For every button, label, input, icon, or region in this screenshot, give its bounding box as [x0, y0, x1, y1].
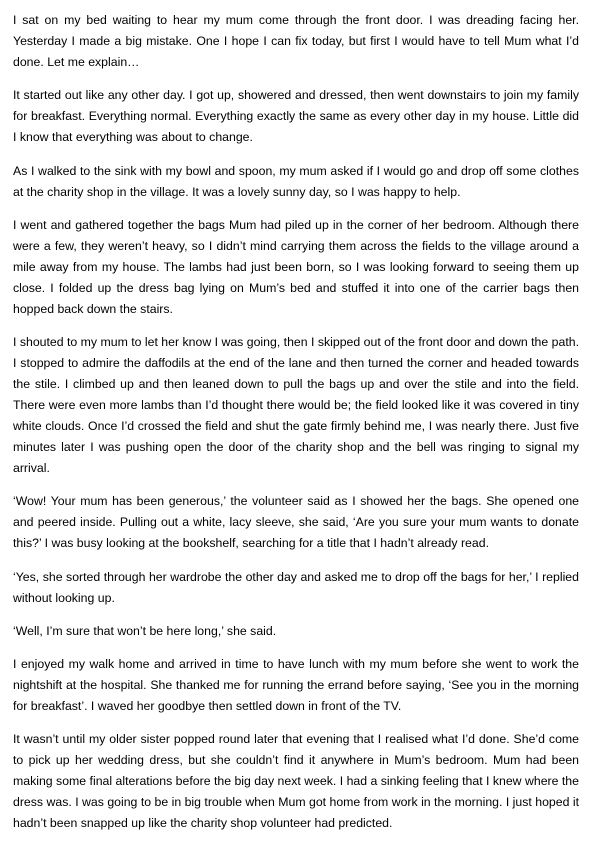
paragraph-2: It started out like any other day. I got up, showered and dressed, then went downstairs to join my family for breakfast. Everything normal. Everything exactly the same as every other day in my house. Little did I know that everything was about to change. [13, 88, 579, 145]
paragraph-4: I went and gathered together the bags Mum had piled up in the corner of her bedroom. Although there were a few, they weren’t heavy, so I didn’t mind carrying them across the fields to the village around a mile away from my house. The lambs had just been born, so I was looking forward to seeing them up close. I folded up the dress bag lying on Mum’s bed and stuffed it into one of the carrier bags then hopped back down the stairs. [13, 217, 579, 316]
paragraph-5: I shouted to my mum to let her know I was going, then I skipped out of the front door and down the path. I stopped to admire the daffodils at the end of the lane and then turned the corner and headed towards the stile. I climbed up and then leaned down to pull the bags up and over the stile and into the field. There were even more lambs than I’d thought there would be; the field looked like it was covered in tiny white clouds. Once I’d crossed the field and shut the gate firmly behind me, I was nearly there. Just five minutes later I was pushing open the door of the charity shop and the bell was ringing to signal my arrival. [13, 335, 579, 475]
paragraph-3: As I walked to the sink with my bowl and spoon, my mum asked if I would go and drop off some clothes at the charity shop in the village. It was a lovely sunny day, so I was happy to help. [13, 163, 579, 199]
paragraph-1: I sat on my bed waiting to hear my mum come through the front door. I was dreading facing her. Yesterday I made a big mistake. One I hope I can fix today, but first I would have to tell Mum what I’d done. Let me explain… [13, 13, 579, 69]
paragraph-8: ‘Well, I’m sure that won’t be here long,’ she said. [13, 623, 277, 638]
paragraph-7: ‘Yes, she sorted through her wardrobe the other day and asked me to drop off the bags for her,’ I replied without looking up. [13, 569, 579, 605]
paragraph-10: It wasn’t until my older sister popped round later that evening that I realised what I’d done. She’d come to pick up her wedding dress, but she couldn’t find it anywhere in Mum’s bedroom. Mum had been making some final alterations before the big day next week. I had a sinking feeling that I knew where the dress was. I was going to be in big trouble when Mum got home from work in the morning. I just hoped it hadn’t been snapped up like the charity shop volunteer had predicted. [13, 732, 579, 831]
paragraph-9: I enjoyed my walk home and arrived in time to have lunch with my mum before she went to work the nightshift at the hospital. She thanked me for running the errand before saying, ‘See you in the morning for breakfast’. I waved her goodbye then settled down in front of the TV. [13, 657, 579, 713]
document-body [13, 10, 579, 834]
paragraph-6: ‘Wow! Your mum has been generous,’ the volunteer said as I showed her the bags. She opened one and peered inside. Pulling out a white, lacy sleeve, she said, ‘Are you sure your mum wants to donate this?’ I was busy looking at the bookshelf, searching for a title that I hadn’t already read. [13, 494, 579, 551]
